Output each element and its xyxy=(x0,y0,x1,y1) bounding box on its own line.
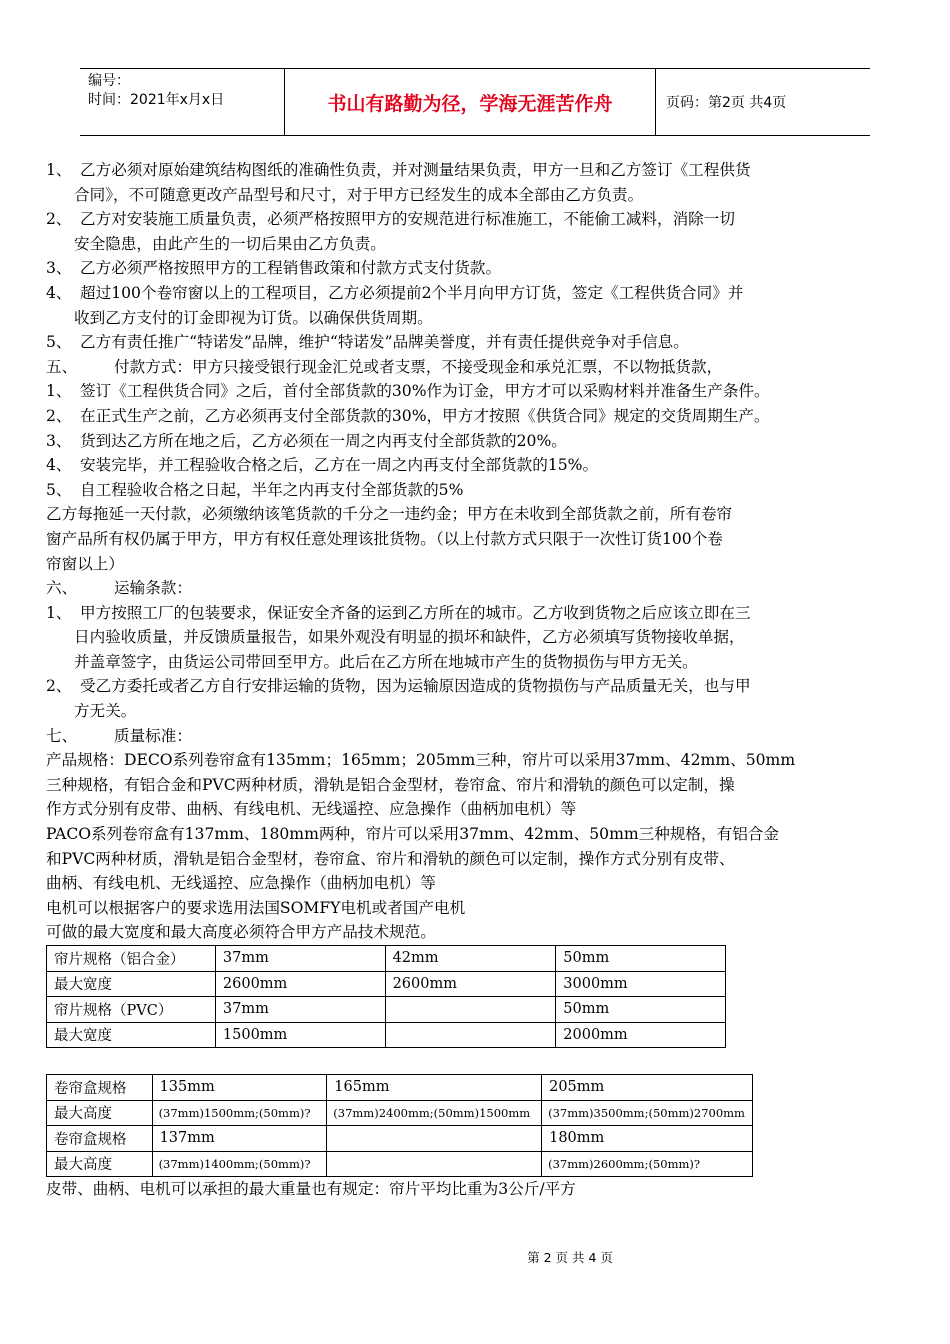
paragraph: 和PVC两种材质，滑轨是铝合金型材，卷帘盒、帘片和滑轨的颜色可以定制，操作方式分别有皮带、 xyxy=(46,849,735,868)
table-cell: 2600mm xyxy=(385,971,556,997)
table-cell: 50mm xyxy=(556,946,726,972)
table-cell xyxy=(327,1151,542,1177)
table-row xyxy=(47,971,726,997)
table-cell: 最大高度 xyxy=(47,1151,153,1177)
table-cell: 最大高度 xyxy=(47,1100,153,1126)
paragraph: 5、 乙方有责任推广“特诺发”品牌，维护“特诺发”品牌美誉度，并有责任提供竞争对手信息。 xyxy=(46,333,689,352)
paragraph: 4、 安装完毕，并工程验收合格之后，乙方在一周之内再支付全部货款的15%。 xyxy=(46,456,599,475)
paragraph: 皮带、曲柄、电机可以承担的最大重量也有规定：帘片平均比重为3公斤/平方 xyxy=(46,1180,576,1198)
section-heading-quality: 七、 质量标准： xyxy=(46,726,192,745)
table-cell: 50mm xyxy=(556,997,726,1023)
table-cell: 卷帘盒规格 xyxy=(47,1075,153,1101)
table-cell: 180mm xyxy=(542,1126,753,1152)
doc-number-label: 编号： xyxy=(88,73,130,89)
paragraph: 窗产品所有权仍属于甲方，甲方有权任意处理该批货物。（以上付款方式只限于一次性订货100个卷 xyxy=(46,529,723,548)
paragraph: 产品规格：DECO系列卷帘盒有135mm；165mm；205mm三种，帘片可以采用37mm、42mm、50mm xyxy=(46,751,796,770)
table-cell: 帘片规格（PVC） xyxy=(47,997,216,1023)
header-page-number: 页码：第2页 共4页 xyxy=(666,95,787,111)
table-row xyxy=(47,1126,753,1152)
table-cell: (37mm)1400mm;(50mm)? xyxy=(152,1151,327,1177)
table-cell: (37mm)2600mm;(50mm)? xyxy=(542,1151,753,1177)
page-header xyxy=(80,68,870,136)
paragraph: 三种规格，有铝合金和PVC两种材质，滑轨是铝合金型材，卷帘盒、帘片和滑轨的颜色可以定制，操 xyxy=(46,775,735,794)
table-cell: 卷帘盒规格 xyxy=(47,1126,153,1152)
box-height-table xyxy=(46,1074,753,1177)
paragraph: 方无关。 xyxy=(74,702,137,721)
table-cell: 最大宽度 xyxy=(47,971,216,997)
table-cell: (37mm)3500mm;(50mm)2700mm xyxy=(542,1100,753,1126)
paragraph: 5、 自工程验收合格之日起，半年之内再支付全部货款的5% xyxy=(46,480,464,499)
table-cell: 135mm xyxy=(152,1075,327,1101)
table-cell xyxy=(327,1126,542,1152)
slat-width-table xyxy=(46,945,726,1048)
table-cell: (37mm)1500mm;(50mm)? xyxy=(152,1100,327,1126)
table-row xyxy=(47,1075,753,1101)
section-heading-payment: 五、 付款方式：甲方只接受银行现金汇兑或者支票，不接受现金和承兑汇票，不以物抵货款， xyxy=(46,357,723,376)
header-meta xyxy=(80,69,284,135)
document-body xyxy=(46,158,916,1202)
table-cell: 最大宽度 xyxy=(47,1022,216,1048)
table-row xyxy=(47,1100,753,1126)
paragraph: 1、 甲方按照工厂的包装要求，保证安全齐备的运到乙方所在的城市。乙方收到货物之后应该立即在三 xyxy=(46,603,751,622)
table-cell: 1500mm xyxy=(215,1022,385,1048)
paragraph: 2、 乙方对安装施工质量负责，必须严格按照甲方的安规范进行标准施工，不能偷工减料，消除一切 xyxy=(46,210,735,229)
table-cell: (37mm)2400mm;(50mm)1500mm xyxy=(327,1100,542,1126)
section-heading-transport: 六、 运输条款： xyxy=(46,579,192,598)
paragraph: 日内验收质量，并反馈质量报告，如果外观没有明显的损坏和缺件，乙方必须填写货物接收单据， xyxy=(74,628,745,647)
table-cell: 帘片规格（铝合金） xyxy=(47,946,216,972)
table-cell: 205mm xyxy=(542,1075,753,1101)
paragraph: 收到乙方支付的订金即视为订货。以确保供货周期。 xyxy=(74,308,433,327)
paragraph: 帘窗以上） xyxy=(46,554,124,573)
table-cell xyxy=(385,1022,556,1048)
paragraph: 作方式分别有皮带、曲柄、有线电机、无线遥控、应急操作（曲柄加电机）等 xyxy=(46,800,577,819)
table-row xyxy=(47,1151,753,1177)
paragraph: 1、 签订《工程供货合同》之后，首付全部货款的30%作为订金，甲方才可以采购材料并准备生产条件。 xyxy=(46,382,770,401)
paragraph: 3、 乙方必须严格按照甲方的工程销售政策和付款方式支付货款。 xyxy=(46,259,502,278)
paragraph: PACO系列卷帘盒有137mm、180mm两种，帘片可以采用37mm、42mm、50mm三种规格，有铝合金 xyxy=(46,825,779,844)
paragraph: 乙方每拖延一天付款，必须缴纳该笔货款的千分之一违约金；甲方在未收到全部货款之前，所有卷帘 xyxy=(46,505,733,524)
table-cell: 137mm xyxy=(152,1126,327,1152)
paragraph: 2、 受乙方委托或者乙方自行安排运输的货物，因为运输原因造成的货物损伤与产品质量无关，也与甲 xyxy=(46,677,751,696)
paragraph: 4、 超过100个卷帘窗以上的工程项目，乙方必须提前2个半月向甲方订货，签定《工程供货合同》并 xyxy=(46,283,744,302)
paragraph: 并盖章签字，由货运公司带回至甲方。此后在乙方所在地城市产生的货物损伤与甲方无关。 xyxy=(74,652,698,671)
paragraph: 合同》，不可随意更改产品型号和尺寸，对于甲方已经发生的成本全部由乙方负责。 xyxy=(74,185,644,204)
table-cell: 2600mm xyxy=(215,971,385,997)
table-cell: 2000mm xyxy=(556,1022,726,1048)
paragraph: 电机可以根据客户的要求选用法国SOMFY电机或者国产电机 xyxy=(46,898,466,917)
table-row xyxy=(47,1022,726,1048)
table-cell: 37mm xyxy=(215,946,385,972)
paragraph: 曲柄、有线电机、无线遥控、应急操作（曲柄加电机）等 xyxy=(46,874,436,893)
table-cell: 3000mm xyxy=(556,971,726,997)
paragraph: 安全隐患，由此产生的一切后果由乙方负责。 xyxy=(74,234,386,253)
paragraph: 可做的最大宽度和最大高度必须符合甲方产品技术规范。 xyxy=(46,923,436,942)
header-motto: 书山有路勤为径，学海无涯苦作舟 xyxy=(284,69,656,135)
doc-date-label: 时间：2021年x月x日 xyxy=(88,92,225,108)
page-footer: 第 2 页 共 4 页 xyxy=(527,1250,613,1265)
table-cell xyxy=(385,997,556,1023)
paragraph: 3、 货到达乙方所在地之后，乙方必须在一周之内再支付全部货款的20%。 xyxy=(46,431,567,450)
table-cell: 42mm xyxy=(385,946,556,972)
table-cell: 37mm xyxy=(215,997,385,1023)
paragraph: 1、 乙方必须对原始建筑结构图纸的准确性负责，并对测量结果负责，甲方一旦和乙方签订《工程供货 xyxy=(46,161,751,179)
paragraph: 2、 在正式生产之前，乙方必须再支付全部货款的30%，甲方才按照《供货合同》规定的交货周期生产。 xyxy=(46,406,770,425)
table-cell: 165mm xyxy=(327,1075,542,1101)
table-row xyxy=(47,997,726,1023)
table-row xyxy=(47,946,726,972)
